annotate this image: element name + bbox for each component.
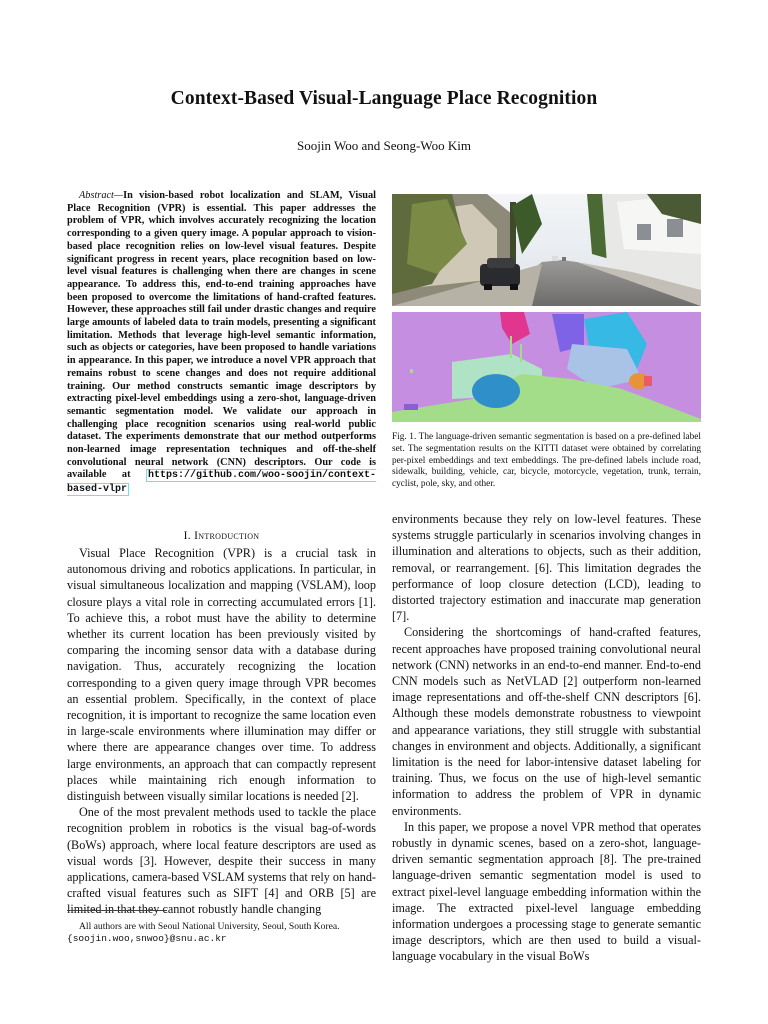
intro-paragraph-1: Visual Place Recognition (VPR) is a crucial task in autonomous driving and robotics applications. In particular, in visual simultaneous localization and mapping (VSLAM), loop closure plays a vital role in correcting accumulated errors [1]. To achieve this, a robot must have the ability to determine whether its current location has been previously visited by comparing the incoming sensor data with a database during navigation. Thus, accurately recognizing the location corresponding to a given query image through VPR becomes an essential problem. Specifically, in the context of place recognition, it is important to recognize the same location even in large-scale environments where illumination may differ or where there are appearance changes over time. To address large environments, an approach that can compactly represent places while maintaining rich enough information to distinguish between visually similar locations is needed [2].	[67, 546, 376, 804]
right-paragraph-3: In this paper, we propose a novel VPR method that operates robustly in dynamic scenes, based on a zero-shot, language-driven semantic segmentation approach [8]. The pre-trained language-driven semantic segmentation model is used to extract pixel-level language embedding information within the image. The extracted pixel-level language embedding information undergoes a processing stage to generate semantic image descriptors, which are then used to build a visual-language vocabulary in the visual BoWs	[392, 819, 701, 964]
paper-title: Context-Based Visual-Language Place Recognition	[170, 88, 598, 109]
intro-paragraph-2: One of the most prevalent methods used to tackle the place recognition problem in robotics is the visual bag-of-words (BoWs) approach, where local feature descriptors are used as visual words [3]. However, despite their success in many applications, camera-based VSLAM systems that rely on hand-crafted visual features such as SIFT [4] and ORB [5] are limited in that they cannot robustly handle changing	[67, 805, 376, 917]
footnote	[67, 921, 376, 945]
abstract-lead: Abstract—	[79, 190, 124, 201]
section-title: Introduction	[194, 530, 260, 542]
street-photo	[392, 194, 701, 306]
intro-left-column	[67, 545, 376, 918]
paper-authors: Soojin Woo and Seong-Woo Kim	[297, 138, 471, 153]
right-paragraph-1: environments because they rely on low-level features. These systems struggle particularly in scenarios involving changes in illumination and alterations to objects, such as their addition, removal, or rearrangement. [6]. This limitation degrades the performance of loop closure detection (LCD), leading to distorted trajectory estimation and inaccurate map generation [7].	[392, 512, 701, 624]
footnote-rule	[67, 910, 167, 911]
footnote-email: {soojin.woo,snwoo}@snu.ac.kr	[67, 933, 227, 945]
intro-right-column	[392, 511, 701, 965]
abstract-text: In vision-based robot localization and SLAM, Visual Place Recognition (VPR) is essential. This paper addresses the problem of VPR, which involves accurately recognizing the location corresponding to a given query image. A popular approach to vision-based place recognition relies on low-level visual features. Despite significant progress in recent years, place recognition based on low-level visual features is challenging when there are changes in scene appearance. To address this, end-to-end training approaches have been proposed to overcome the limitations of hand-crafted features. However, these approaches still fail under drastic changes and require large amounts of labeled data to train models, presenting a significant limitation. Methods that leverage high-level semantic information, such as objects or categories, have been proposed to handle variations in appearance. In this paper, we introduce a novel VPR approach that remains robust to scene changes and does not require additional training. Our method constructs semantic image descriptors by extracting pixel-level embeddings using a zero-shot, language-driven semantic segmentation model. We validate our approach in challenging place recognition scenarios using real-world public dataset. The experiments demonstrate that our method outperforms non-learned image representation techniques and off-the-shelf convolutional neural network (CNN) descriptors. Our code is available at	[67, 190, 376, 481]
footnote-affiliation: All authors are with Seoul National University, Seoul, South Korea.	[79, 921, 340, 932]
section-number: I.	[183, 530, 195, 542]
figure-caption: Fig. 1. The language-driven semantic segmentation is based on a pre-defined label set. The segmentation results on the KITTI dataset were obtained by correlating per-pixel embeddings and text embeddings. The pre-defined labels include road, sidewalk, building, vehicle, car, bicycle, motorcycle, vegetation, trunk, terrain, cyclist, pole, sky, and other.	[392, 432, 701, 490]
segmentation-map	[392, 312, 701, 422]
code-url-link[interactable]: https://github.com/woo-soojin/context-based-vlpr	[67, 470, 376, 496]
section-heading-introduction	[67, 530, 376, 542]
right-paragraph-2: Considering the shortcomings of hand-crafted features, recent approaches have proposed training convolutional neural network (CNN) networks in an end-to-end manner. End-to-end CNN models such as NetVLAD [2] outperform non-learned image representations and off-the-shelf CNN descriptors [6]. Although these models demonstrate robustness to viewpoint and appearance variations, they still struggle with substantial changes in environment and objects. Additionally, a significant limitation is the need for labor-intensive dataset labeling for training. Thus, we focus on the use of high-level semantic information to address the problem of VPR in dynamic environments.	[392, 625, 701, 818]
abstract	[67, 190, 376, 497]
figure-1	[392, 194, 701, 422]
